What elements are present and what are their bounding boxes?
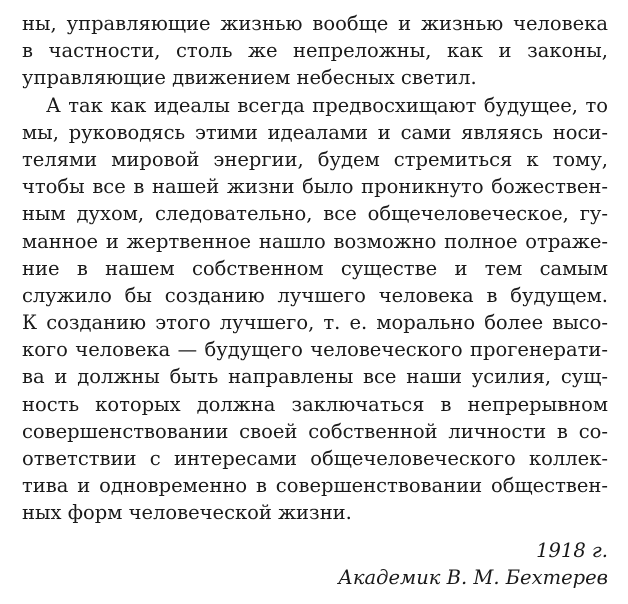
signature-block — [22, 537, 608, 591]
signature-date: 1918 г. — [536, 538, 608, 562]
text-line: мы, руководясь этими идеалами и сами являясь носи- — [22, 120, 608, 144]
text-line: ны, управляющие жизнью вообще и жизнью человека — [22, 12, 608, 35]
text-line: кого человека — будущего человеческого прогенерати- — [22, 338, 608, 362]
paragraph-1 — [22, 10, 608, 92]
text-line: А так как идеалы всегда предвосхищают будущее, то — [46, 93, 608, 117]
text-line: манное и жертвенное нашло возможно полное отраже- — [22, 229, 608, 253]
paragraph-2 — [22, 92, 608, 527]
text-line: телями мировой энергии, будем стремиться к тому, — [22, 147, 608, 171]
text-line: управляющие движением небесных светил. — [22, 66, 477, 90]
text-line: ным духом, следовательно, все общечеловеческое, гу- — [22, 202, 608, 226]
text-line: ние в нашем собственном существе и тем самым — [22, 256, 608, 280]
text-line: тива и одновременно в совершенствовании обществен- — [22, 474, 608, 498]
text-line: ных форм человеческой жизни. — [22, 501, 352, 525]
text-line: ва и должны быть направлены все наши усилия, сущ- — [22, 365, 608, 389]
signature-author: Академик В. М. Бехтерев — [338, 565, 608, 589]
text-line: в частности, столь же непреложны, как и законы, — [22, 39, 608, 63]
text-line: чтобы все в нашей жизни было проникнуто божествен- — [22, 175, 608, 199]
text-line: К созданию этого лучшего, т. е. морально более высо- — [22, 311, 608, 335]
text-line: ответствии с интересами общечеловеческого коллек- — [22, 447, 608, 470]
text-line: совершенствовании своей собственной личности в со- — [22, 419, 608, 443]
text-line: ность которых должна заключаться в непрерывном — [22, 392, 608, 416]
text-line: служило бы созданию лучшего человека в будущем. — [22, 283, 608, 307]
